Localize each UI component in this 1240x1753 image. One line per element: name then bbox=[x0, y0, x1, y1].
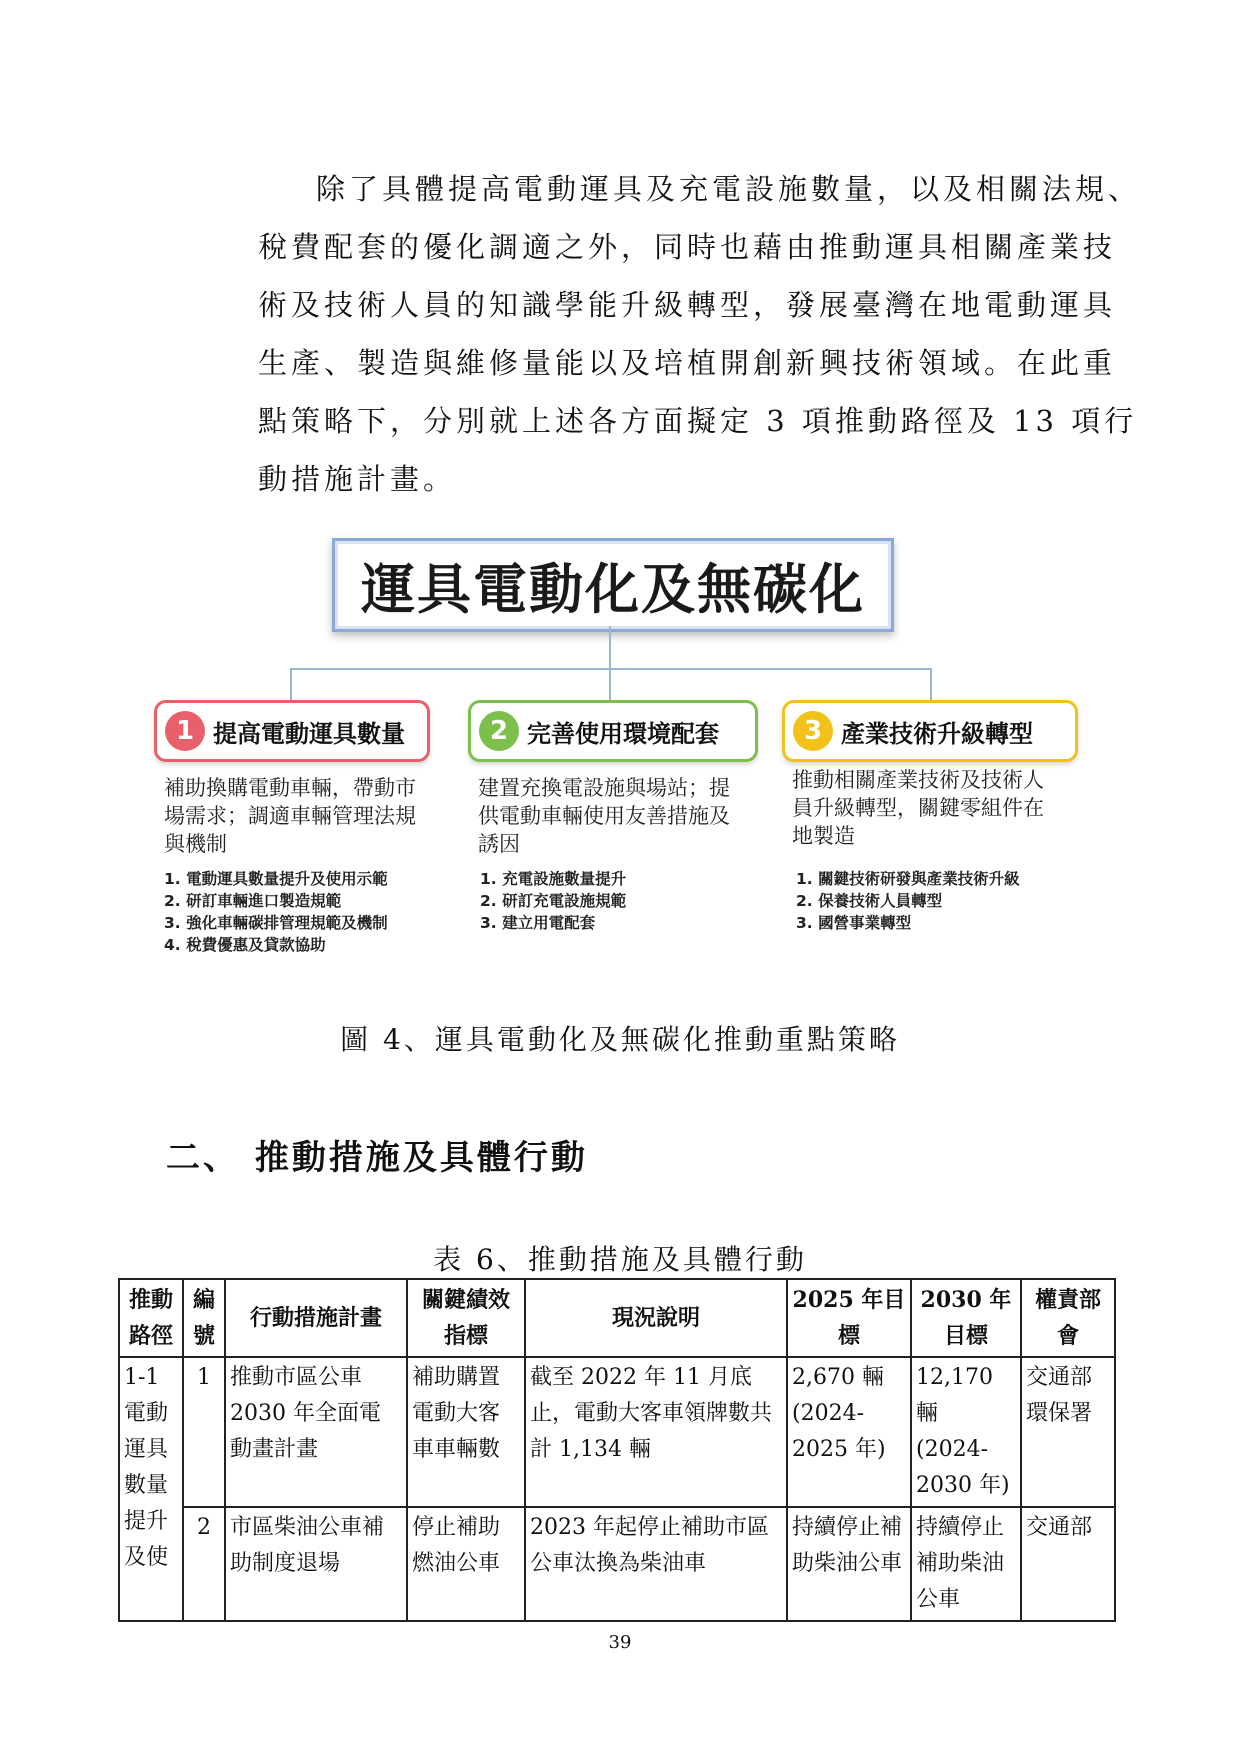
connector-line bbox=[609, 668, 611, 700]
figure-title: 運具電動化及無碳化 bbox=[332, 538, 894, 632]
list-item: 4. 稅費優惠及貸款協助 bbox=[164, 936, 326, 954]
table-caption: 表 6、推動措施及具體行動 bbox=[433, 1243, 807, 1276]
table-row bbox=[119, 1507, 1115, 1621]
agency-cell: 交通部 bbox=[1021, 1507, 1115, 1621]
pillar-2-description: 建置充換電設施與場站；提供電動車輛使用友善措施及誘因 bbox=[478, 776, 730, 856]
number-cell: 1 bbox=[183, 1357, 225, 1507]
column-header: 2025 年目標 bbox=[787, 1279, 911, 1357]
plan-cell: 推動市區公車 2030 年全面電動畫計畫 bbox=[225, 1357, 407, 1507]
pillar-3-number-badge: 3 bbox=[793, 711, 833, 751]
intro-line: 稅費配套的優化調適之外，同時也藉由推動運具相關產業技 bbox=[258, 230, 1117, 264]
table-header-row bbox=[119, 1279, 1115, 1357]
pillar-2-header bbox=[468, 700, 758, 762]
connector-line bbox=[930, 668, 932, 700]
kpi-cell: 補助購置電動大客車車輛數 bbox=[407, 1357, 525, 1507]
plan-cell: 市區柴油公車補助制度退場 bbox=[225, 1507, 407, 1621]
intro-line: 術及技術人員的知識學能升級轉型，發展臺灣在地電動運具 bbox=[258, 288, 1117, 322]
intro-line: 生產、製造與維修量能以及培植開創新興技術領域。在此重 bbox=[258, 346, 1117, 380]
target-2025-cell: 2,670 輛 (2024-2025 年) bbox=[787, 1357, 911, 1507]
status-cell: 截至 2022 年 11 月底止，電動大客車領牌數共計 1,134 輛 bbox=[525, 1357, 787, 1507]
target-2025-cell: 持續停止補助柴油公車 bbox=[787, 1507, 911, 1621]
list-item: 3. 建立用電配套 bbox=[480, 914, 596, 932]
intro-line: 除了具體提高電動運具及充電設施數量，以及相關法規、 bbox=[316, 172, 1142, 206]
column-header: 2030 年目標 bbox=[911, 1279, 1021, 1357]
pillar-2-label: 完善使用環境配套 bbox=[527, 719, 719, 748]
connector-line bbox=[609, 626, 611, 668]
actions-table bbox=[118, 1278, 1116, 1622]
list-item: 2. 研訂車輛進口製造規範 bbox=[164, 892, 342, 910]
intro-line: 動措施計畫。 bbox=[258, 462, 457, 496]
list-item: 3. 強化車輛碳排管理規範及機制 bbox=[164, 914, 388, 932]
pillar-2-list bbox=[480, 868, 770, 934]
pillar-3-header bbox=[782, 700, 1078, 762]
pillar-1-list bbox=[164, 868, 454, 956]
column-header: 關鍵績效指標 bbox=[407, 1279, 525, 1357]
column-header: 編號 bbox=[183, 1279, 225, 1357]
page-number: 39 bbox=[608, 1632, 632, 1653]
number-cell: 2 bbox=[183, 1507, 225, 1621]
target-2030-cell: 12,170 輛 (2024-2030 年) bbox=[911, 1357, 1021, 1507]
target-2030-cell: 持續停止補助柴油公車 bbox=[911, 1507, 1021, 1621]
list-item: 3. 國營事業轉型 bbox=[796, 914, 912, 932]
pillar-1-header bbox=[154, 700, 430, 762]
list-item: 1. 充電設施數量提升 bbox=[480, 870, 627, 888]
status-cell: 2023 年起停止補助市區公車汰換為柴油車 bbox=[525, 1507, 787, 1621]
pillar-1-number-badge: 1 bbox=[165, 711, 205, 751]
intro-paragraph bbox=[258, 160, 1142, 508]
figure-caption: 圖 4、運具電動化及無碳化推動重點策略 bbox=[340, 1023, 900, 1056]
pillar-3-label: 產業技術升級轉型 bbox=[841, 719, 1033, 748]
intro-line: 點策略下，分別就上述各方面擬定 3 項推動路徑及 13 項行 bbox=[258, 404, 1138, 438]
table-row bbox=[119, 1357, 1115, 1507]
pillar-1-description: 補助換購電動車輛，帶動市場需求；調適車輛管理法規與機制 bbox=[164, 776, 416, 856]
pillar-1-label: 提高電動運具數量 bbox=[213, 719, 405, 748]
pillar-3-list bbox=[796, 868, 1086, 934]
column-header: 推動路徑 bbox=[119, 1279, 183, 1357]
agency-cell: 交通部 環保署 bbox=[1021, 1357, 1115, 1507]
list-item: 1. 電動運具數量提升及使用示範 bbox=[164, 870, 388, 888]
column-header: 行動措施計畫 bbox=[225, 1279, 407, 1357]
connector-line bbox=[290, 668, 292, 700]
column-header: 權責部會 bbox=[1021, 1279, 1115, 1357]
pillar-3-description: 推動相關產業技術及技術人員升級轉型，關鍵零組件在地製造 bbox=[792, 768, 1044, 848]
pillar-2-number-badge: 2 bbox=[479, 711, 519, 751]
strategy-figure bbox=[150, 538, 1090, 968]
column-header: 現況說明 bbox=[525, 1279, 787, 1357]
section-heading: 二、 推動措施及具體行動 bbox=[166, 1138, 588, 1178]
list-item: 1. 關鍵技術研發與產業技術升級 bbox=[796, 870, 1020, 888]
list-item: 2. 保養技術人員轉型 bbox=[796, 892, 943, 910]
path-cell: 1-1 電動運具數量提升及使 bbox=[119, 1357, 183, 1621]
list-item: 2. 研訂充電設施規範 bbox=[480, 892, 627, 910]
kpi-cell: 停止補助燃油公車 bbox=[407, 1507, 525, 1621]
